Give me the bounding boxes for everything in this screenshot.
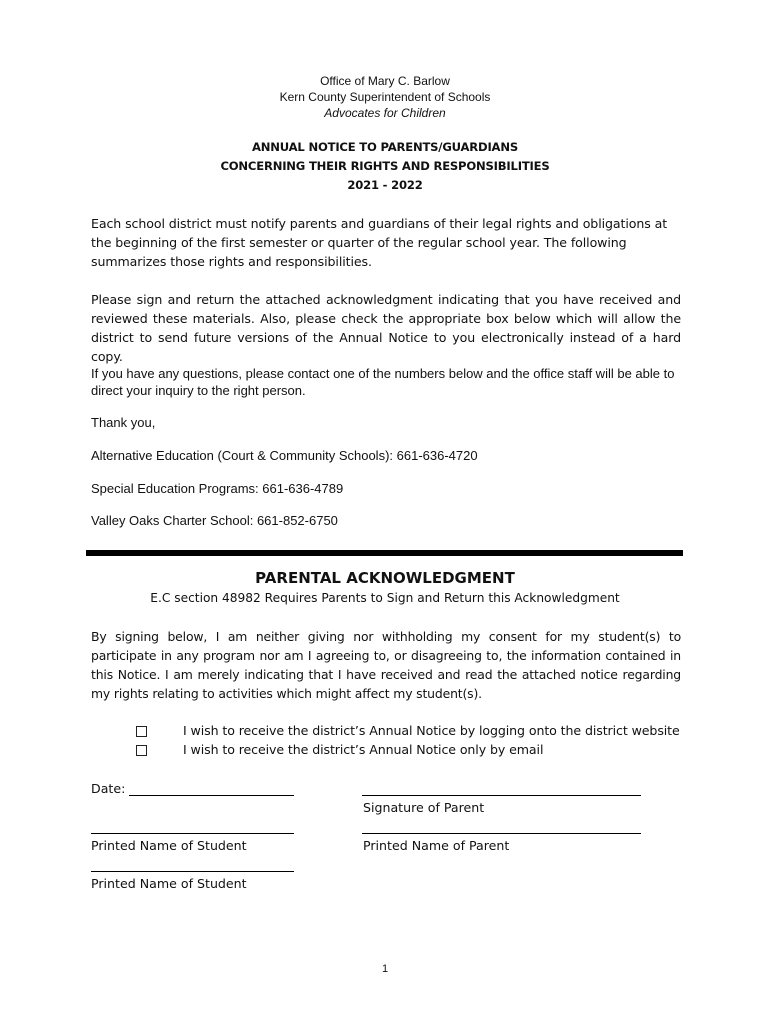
- section-divider: [86, 550, 683, 556]
- student-name-line-1[interactable]: [91, 833, 294, 834]
- parent-name-line[interactable]: [362, 833, 641, 834]
- notice-title: [0, 138, 770, 195]
- printed-parent-label: Printed Name of Parent: [363, 838, 510, 853]
- student-name-line-2[interactable]: [91, 871, 294, 872]
- intro-paragraph-2: Please sign and return the attached acknowledgment indicating that you have received and reviewed these materials. Also, please check the appropriate box below which will allow the district to send future versions of the Annual Notice to you electronically instead of a hard copy.: [91, 292, 681, 364]
- option-email[interactable]: [136, 741, 543, 759]
- printed-student-label-2: Printed Name of Student: [91, 876, 247, 891]
- intro-paragraph-3: If you have any questions, please contact one of the numbers below and the office staff will be able to direct your inquiry to the right person.: [91, 366, 675, 398]
- acknowledgment-title: PARENTAL ACKNOWLEDGMENT: [255, 569, 515, 587]
- tagline: Advocates for Children: [324, 106, 446, 120]
- page-number: 1: [381, 963, 389, 975]
- letterhead: [0, 73, 770, 121]
- contact-special-ed: Special Education Programs: 661-636-4789: [91, 481, 344, 496]
- parent-signature-line[interactable]: [362, 795, 641, 796]
- acknowledgment-body: By signing below, I am neither giving nor withholding my consent for my student(s) to participate in any program nor am I agreeing to, or disagreeing to, the information contained in this Notice. I am merely indicating that I have received and read the attached notice regarding my rights relating to activities which might affect my student(s).: [91, 629, 681, 701]
- title-school-year: 2021 - 2022: [347, 178, 423, 192]
- option-email-label: I wish to receive the district’s Annual Notice only by email: [183, 742, 544, 757]
- intro-paragraph-1: Each school district must notify parents and guardians of their legal rights and obligations at the beginning of the first semester or quarter of the regular school year. The following summarizes those rights and responsibilities.: [91, 216, 668, 269]
- date-field-line[interactable]: [129, 795, 294, 796]
- acknowledgment-subtitle: E.C section 48982 Requires Parents to Sign and Return this Acknowledgment: [150, 591, 620, 605]
- contact-valley-oaks: Valley Oaks Charter School: 661-852-6750: [91, 513, 338, 528]
- email-checkbox[interactable]: [136, 745, 147, 756]
- date-label: Date:: [91, 781, 126, 796]
- organization-name: Kern County Superintendent of Schools: [279, 90, 491, 104]
- printed-student-label-1: Printed Name of Student: [91, 838, 247, 853]
- option-website[interactable]: [136, 722, 680, 740]
- title-line-2: CONCERNING THEIR RIGHTS AND RESPONSIBILITIES: [220, 159, 550, 173]
- contact-alt-ed: Alternative Education (Court & Community Schools): 661-636-4720: [91, 448, 478, 463]
- thanks-line: Thank you,: [91, 415, 156, 430]
- office-name: Office of Mary C. Barlow: [320, 74, 450, 88]
- website-checkbox[interactable]: [136, 726, 147, 737]
- option-website-label: I wish to receive the district’s Annual Notice by logging onto the district website: [183, 723, 680, 738]
- title-line-1: ANNUAL NOTICE TO PARENTS/GUARDIANS: [252, 140, 518, 154]
- signature-of-parent-label: Signature of Parent: [363, 800, 485, 815]
